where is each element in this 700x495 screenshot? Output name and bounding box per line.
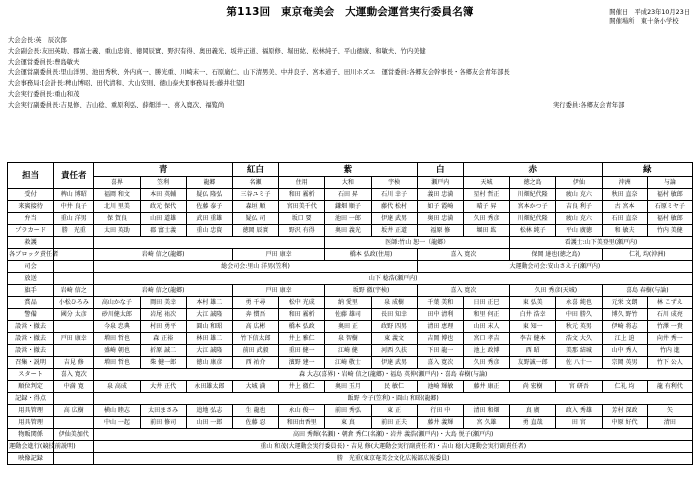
staff-cell: 佐 八十一 — [556, 357, 602, 369]
staff-cell: 佐藤 雄司 — [325, 309, 371, 321]
district-header: 与論 — [647, 177, 692, 189]
officers-list — [8, 36, 698, 112]
staff-cell: 仁礼 均 — [602, 381, 647, 393]
table-row — [8, 345, 693, 357]
staff-cell: 和田 霧析 — [279, 189, 325, 201]
staff-cell: 江崎 健 — [325, 345, 371, 357]
staff-cell: 竹下 公人 — [647, 357, 692, 369]
span-cell: 重山 和茂(大運動会実行委員長)・吉見 修(大運動会実行副責任者)・吉山 稔(大運動会実行副責任者) — [94, 441, 693, 453]
staff-cell: 生 龍也 — [232, 405, 278, 417]
leader-name — [54, 345, 94, 357]
staff-cell: 和 敏夫 — [602, 225, 647, 237]
staff-cell: 宮田美千代 — [279, 201, 325, 213]
staff-cell: 重山 忠資 — [186, 225, 232, 237]
staff-cell: 如子 霞崎 — [417, 201, 463, 213]
duty-label: スタート — [8, 369, 54, 381]
staff-cell: 佐藤 泰子 — [186, 201, 232, 213]
leader-name: 重山 洋男 — [54, 213, 94, 225]
staff-cell: 石原ミヤ子 — [647, 201, 692, 213]
staff-cell: 藤井 康正 — [463, 381, 509, 393]
staff-cell: 永喜 純也 — [556, 297, 602, 309]
staff-cell: 松林 純子 — [510, 225, 556, 237]
staff-cell: 長田 知幸 — [371, 309, 417, 321]
staff-cell: 徳山 康彦 — [186, 357, 232, 369]
span-cell: 戸田 康幸 — [232, 285, 324, 297]
staff-cell: 福原 修 — [417, 225, 463, 237]
staff-cell: 向井 秀一 — [647, 333, 692, 345]
staff-cell: 下田 龍一 — [417, 345, 463, 357]
staff-cell: 井上 徹仁 — [279, 381, 325, 393]
leader-name: 伊仙美加代 — [54, 429, 94, 441]
staff-cell: 政野 四男 — [371, 321, 417, 333]
staff-cell: 千葉 美和 — [417, 297, 463, 309]
staff-cell: 竹内 進 — [647, 345, 692, 357]
span-cell: 橋本 弘政(住用) — [325, 249, 417, 261]
staff-cell: 前田 秀弘 — [325, 405, 371, 417]
table-row — [8, 357, 693, 369]
officer-line: 大会実行委員長:重山和茂 — [8, 90, 80, 98]
staff-cell: 久田 秀彦 — [463, 357, 509, 369]
team-redwhite-header: 紅白 — [232, 163, 278, 177]
staff-cell: 福村 敏郎 — [647, 213, 692, 225]
leader-name: 稗山 博昭 — [54, 189, 94, 201]
duty-label: 用具管理 — [8, 417, 54, 429]
staff-cell: 星村 哲正 — [463, 189, 509, 201]
staff-cell: 秋田 直奈 — [602, 189, 647, 201]
table-row — [8, 417, 693, 429]
span-cell: 医師:竹山 恕一（龍郷） — [325, 237, 510, 249]
staff-cell: 疲山 克六 — [556, 213, 602, 225]
duty-label: 召集・説明 — [8, 357, 54, 369]
event-date: 開催日 平成23年10月23日 — [609, 9, 690, 16]
staff-cell: 森垣 順 — [232, 201, 278, 213]
leader-name — [54, 273, 94, 285]
staff-cell: 大江 誠隆 — [186, 309, 232, 321]
duty-label: 用具管理 — [8, 405, 54, 417]
staff-cell: 西 祐介 — [232, 357, 278, 369]
staff-cell: 岩尾 祐次 — [140, 309, 186, 321]
event-info — [609, 9, 690, 26]
staff-cell: 川畑紀代隆 — [510, 213, 556, 225]
duty-label: 記録・得点 — [8, 393, 54, 405]
staff-cell: 前田 正夫 — [371, 417, 417, 429]
staff-cell: 清田 和畑 — [463, 405, 509, 417]
staff-table-body — [8, 189, 693, 465]
staff-cell: 大江 誠隆 — [186, 345, 232, 357]
span-cell: 喜入 寛次 — [417, 285, 509, 297]
staff-cell: 永山 俊一 — [279, 405, 325, 417]
staff-cell: 重田 健一 — [279, 345, 325, 357]
table-row — [8, 429, 693, 441]
span-cell — [94, 237, 325, 249]
duty-header: 担当 — [8, 163, 54, 189]
duty-label: 設営・撤去 — [8, 333, 54, 345]
span-cell: 戸田 康幸 — [232, 249, 324, 261]
staff-cell: 尚 宏樹 — [510, 381, 556, 393]
span-cell: 飯野 令子(笠利)・圓山 和昭(龍郷) — [94, 393, 693, 405]
district-header: 宇検 — [371, 177, 417, 189]
leader-name: 喜入 寛次 — [54, 369, 94, 381]
officer-line: 大会運営副委員長:里山洋男、池田秀秋、外内真一、勝光重、川崎末一、石原廣仁、山下清男美、中井良子、宮本道子、田川ホズエ 運営委員:各郷友会幹事長・各郷友会青年部長 — [8, 69, 510, 77]
staff-cell: 圓山 和昭 — [186, 321, 232, 333]
staff-cell: 奥田 忠満 — [417, 213, 463, 225]
span-cell: 久田 秀彦(天城) — [510, 285, 602, 297]
duty-label: 弁当 — [8, 213, 54, 225]
span-cell: 喜入 寛次 — [417, 249, 509, 261]
staff-cell: 前田 武毅 — [232, 345, 278, 357]
staff-cell: 増田 哲也 — [94, 333, 140, 345]
staff-cell: 伊崎 将志 — [602, 321, 647, 333]
duty-label: 運動会進行(競技前説明) — [8, 441, 54, 453]
table-row — [8, 333, 693, 345]
staff-cell: 晴子 昇 — [463, 201, 509, 213]
staff-cell: 河西 久扶 — [371, 345, 417, 357]
staff-cell: 清田 — [647, 417, 692, 429]
staff-cell: 疑仏 隆弘 — [186, 189, 232, 201]
staff-cell: 日田 正巳 — [463, 297, 509, 309]
staff-cell: 北川 里美 — [94, 201, 140, 213]
leader-name: 中井 良子 — [54, 201, 94, 213]
staff-cell: 博久 野竹 — [602, 309, 647, 321]
staff-cell: 浩文 大久 — [556, 333, 602, 345]
staff-cell: 宮 久雄 — [463, 417, 509, 429]
table-row — [8, 213, 693, 225]
staff-cell: 池崎 輝敏 — [417, 381, 463, 393]
staff-cell: 村田 勇平 — [140, 321, 186, 333]
staff-cell: 池上 政博 — [463, 345, 509, 357]
staff-cell: 伊達 武男 — [371, 357, 417, 369]
staff-cell: 宮口 孝吉 — [463, 333, 509, 345]
team-white-header: 白 — [417, 163, 463, 177]
leader-name — [54, 393, 94, 405]
district-header: 瀬戸内 — [417, 177, 463, 189]
staff-cell: 宮本かつ子 — [510, 201, 556, 213]
staff-cell: 山田 末人 — [463, 321, 509, 333]
leader-name — [54, 249, 94, 261]
table-row — [8, 297, 693, 309]
leader-name — [54, 417, 94, 429]
staff-cell: 池田 一郎 — [325, 213, 371, 225]
leader-name: 小松ひろみ — [54, 297, 94, 309]
table-row — [8, 237, 693, 249]
staff-cell: 江崎 敬士 — [325, 357, 371, 369]
span-cell: 保岡 達也(徳之島) — [510, 249, 602, 261]
district-header: 名瀬 — [232, 177, 278, 189]
staff-cell: 東 弘美 — [510, 297, 556, 309]
staff-cell: 義田 忠満 — [417, 189, 463, 201]
staff-cell: 白井 浩幸 — [510, 309, 556, 321]
officer-line: 大会運営委員長:豊島敏夫 — [8, 58, 80, 66]
staff-cell: 橋本 弘政 — [279, 321, 325, 333]
staff-cell: 勇 直哉 — [510, 417, 556, 429]
page-title: 第113回 東京奄美会 大運動会運営実行委員名簿 — [226, 6, 474, 18]
staff-cell: 本田 英輔 — [140, 189, 186, 201]
table-row — [8, 225, 693, 237]
duty-label: 来賓接待 — [8, 201, 54, 213]
staff-cell: 高山かな子 — [94, 297, 140, 309]
officer-line: 大会副会長:友田英助、郡富士義、重山忠資、徳岡辰實、野沢有得、奥田義光、坂井正道、福原修、堀田紘、松林純子、平山徳廣、和敏夫、竹内美健 — [8, 47, 426, 55]
table-row — [8, 453, 693, 465]
district-header: 喜界 — [94, 177, 140, 189]
leader-name: 國分 太彦 — [54, 309, 94, 321]
staff-cell: 美那 結城 — [556, 345, 602, 357]
staff-cell: 前田 修司 — [140, 417, 186, 429]
staff-cell: 林 こずえ — [647, 297, 692, 309]
staff-cell: 吉良 利子 — [556, 201, 602, 213]
staff-cell: 柴 健一郎 — [140, 357, 186, 369]
district-header: 大和 — [325, 177, 371, 189]
staff-cell: 秋元 英男 — [556, 321, 602, 333]
district-header: 徳之島 — [510, 177, 556, 189]
staff-cell: 大城 満 — [232, 381, 278, 393]
staff-cell: 田中 清利 — [417, 309, 463, 321]
staff-cell: 東 正 — [371, 405, 417, 417]
staff-cell: 石川 成亮 — [647, 309, 692, 321]
table-row — [8, 441, 693, 453]
staff-cell: 疑仏 司 — [232, 213, 278, 225]
duty-label: 旗手 — [8, 285, 54, 297]
span-cell: 森 大志(喜界)・岩崎 信之(龍郷)・福島 英伸(瀬戸内)・喜島 春樹(与論) — [94, 369, 693, 381]
staff-cell: 坂井 正道 — [371, 225, 417, 237]
leader-name — [54, 261, 94, 273]
duty-label: 設営・撤去 — [8, 345, 54, 357]
table-row — [8, 405, 693, 417]
officer-line: 大会事務局:[会計長:稗山博昭、田代清和、大山安則、徳山泰夫][事務局長:藤井壮望] — [8, 80, 245, 88]
staff-cell: 清田 恵理 — [417, 321, 463, 333]
staff-cell: 石田 昇 — [325, 189, 371, 201]
span-cell: 岩崎 信之(龍郷) — [94, 285, 233, 297]
staff-cell: 泉 智樹 — [325, 333, 371, 345]
staff-cell: 中田 勝久 — [556, 309, 602, 321]
staff-cell: 追地 弘志 — [186, 405, 232, 417]
staff-cell: 森 正裕 — [140, 333, 186, 345]
district-header-row — [8, 177, 693, 189]
table-row — [8, 381, 693, 393]
staff-cell: 勇 千尋 — [232, 297, 278, 309]
exec-members: 実行委員:各郷友会青年部 — [553, 101, 625, 109]
staff-cell: 泉 高成 — [94, 381, 140, 393]
staff-cell: 永田雄太郎 — [186, 381, 232, 393]
staff-cell: 古 宮本 — [602, 201, 647, 213]
team-purple-header: 紫 — [279, 163, 418, 177]
table-row — [8, 285, 693, 297]
staff-cell: 平山 廣徳 — [556, 225, 602, 237]
staff-cell: 中原 好代 — [602, 417, 647, 429]
duty-label: 救護 — [8, 237, 54, 249]
leader-name — [54, 453, 94, 465]
staff-cell: 鎌畑 順子 — [325, 201, 371, 213]
table-row — [8, 261, 693, 273]
staff-cell: 福岡 和文 — [94, 189, 140, 201]
span-cell: 勝 光重(東京奄美会文化広報部広報委員) — [94, 453, 693, 465]
staff-cell: 政入 秀雄 — [556, 405, 602, 417]
staff-cell: 石田 直奈 — [602, 213, 647, 225]
staff-cell: 矢 — [647, 405, 692, 417]
district-header: 笠利 — [140, 177, 186, 189]
staff-cell: 竹下信太郎 — [232, 333, 278, 345]
staff-cell: 増田 哲也 — [94, 357, 140, 369]
staff-cell: 真 廣 — [510, 405, 556, 417]
staff-cell: 久田 秀彦 — [463, 213, 509, 225]
staff-cell: 和里 何正 — [463, 309, 509, 321]
table-row — [8, 189, 693, 201]
staff-cell: 福村 敏郎 — [647, 189, 692, 201]
staff-cell: 佐藤 忍 — [232, 417, 278, 429]
staff-cell: 中山 一起 — [94, 417, 140, 429]
staff-cell: 龍 有利代 — [647, 381, 692, 393]
staff-cell: 西 昭 — [510, 345, 556, 357]
table-row — [8, 369, 693, 381]
duty-label: 設営・撤去 — [8, 321, 54, 333]
team-blue-header: 青 — [94, 163, 233, 177]
duty-label: 映像記録 — [8, 453, 54, 465]
staff-cell: 宮 研吾 — [556, 381, 602, 393]
duty-label: プラカード — [8, 225, 54, 237]
district-header: 住用 — [279, 177, 325, 189]
staff-cell: 江上 迫 — [602, 333, 647, 345]
table-row — [8, 309, 693, 321]
table-row — [8, 393, 693, 405]
staff-cell: 今泉 忠典 — [94, 321, 140, 333]
span-cell: 山下 稔浩(瀬戸内) — [94, 273, 693, 285]
staff-cell: 田 宮 — [556, 417, 602, 429]
staff-cell: 和田由香里 — [279, 417, 325, 429]
district-header: 天城 — [463, 177, 509, 189]
span-cell: 総会司会:里山 洋男(笠利) — [94, 261, 417, 273]
staff-cell: 奥田 義光 — [325, 225, 371, 237]
leader-name: 岩崎 信之 — [54, 285, 94, 297]
staff-cell: 高 広彬 — [232, 321, 278, 333]
table-row — [8, 249, 693, 261]
staff-cell: 盛崎 朝也 — [94, 345, 140, 357]
officer-line — [8, 101, 698, 112]
staff-cell: 政元 保代 — [140, 201, 186, 213]
officer-line: 大会会長:英 辰次郎 — [8, 37, 67, 44]
staff-cell: 堀田 紘 — [463, 225, 509, 237]
staff-cell: 山田 道雄 — [140, 213, 186, 225]
staff-cell: 喜入 寛次 — [417, 357, 463, 369]
staff-cell: 李吉 健本 — [510, 333, 556, 345]
span-cell: 岩崎 信之(龍郷) — [94, 249, 233, 261]
staff-cell: 芳村 深政 — [602, 405, 647, 417]
staff-cell: 松中 光成 — [279, 297, 325, 309]
staff-cell: 民 敏仁 — [371, 381, 417, 393]
leader-name: 勝 光重 — [54, 225, 94, 237]
staff-cell: 伊達 武男 — [371, 213, 417, 225]
staff-cell: 川畑紀代隆 — [510, 189, 556, 201]
staff-cell: 濱野 建一 — [279, 357, 325, 369]
table-row — [8, 273, 693, 285]
duty-label: 司会 — [8, 261, 54, 273]
staff-cell: 武田 重雄 — [186, 213, 232, 225]
staff-table-wrap — [7, 162, 693, 465]
staff-cell: 竹内 美健 — [647, 225, 692, 237]
staff-cell: 行田 中 — [417, 405, 463, 417]
staff-cell: 三谷ユミ子 — [232, 189, 278, 201]
duty-label: 物販関係 — [8, 429, 54, 441]
leader-name — [54, 321, 94, 333]
staff-cell: 太田まさみ — [140, 405, 186, 417]
team-green-header: 緑 — [602, 163, 693, 177]
district-header: 沖洲 — [602, 177, 647, 189]
staff-cell: 宗岡 英男 — [602, 357, 647, 369]
leader-name: 吉見 修 — [54, 357, 94, 369]
duty-label: 受付 — [8, 189, 54, 201]
staff-cell: 奥田 正 — [325, 321, 371, 333]
leader-name: 戸田 康幸 — [54, 333, 94, 345]
event-venue: 開催場所 東十条小学校 — [609, 17, 679, 25]
staff-cell: 山中 秀人 — [602, 345, 647, 357]
span-cell: 喜島 春樹(与論) — [602, 285, 693, 297]
staff-cell: 砂川健太郎 — [94, 309, 140, 321]
staff-table — [7, 162, 693, 465]
span-cell: 高田 秀輝(名瀬)・朝倉 秀仁(名瀬)・岩井 義浩(瀬戸内)・大島 悦子(瀬戸内) — [94, 429, 693, 441]
duty-label: 各ブロック責任者 — [8, 249, 54, 261]
district-header: 伊仙 — [556, 177, 602, 189]
staff-cell: 和田 霧析 — [279, 309, 325, 321]
table-row — [8, 321, 693, 333]
staff-cell: 保 賀良 — [94, 213, 140, 225]
leader-name: 中満 寛 — [54, 381, 94, 393]
duty-label: 警備 — [8, 309, 54, 321]
staff-cell: 折原 誠二 — [140, 345, 186, 357]
staff-cell: 野沢 有得 — [279, 225, 325, 237]
staff-cell: 東 義文 — [371, 333, 417, 345]
staff-cell: 納 愛里 — [325, 297, 371, 309]
duty-label: 順位判定 — [8, 381, 54, 393]
staff-cell: 奔 慣吾 — [232, 309, 278, 321]
leader-name: 高 広樹 — [54, 405, 94, 417]
team-red-header: 赤 — [463, 163, 602, 177]
vice-chair-line: 大会実行副委員長:吉見修、吉山稔、重原利弘、薛畑洋一、喜入寛次、福覧尚 — [8, 101, 225, 109]
span-cell: 看護士:山下美登里(瀬戸内) — [510, 237, 693, 249]
duty-label: 賞品 — [8, 297, 54, 309]
staff-cell: 泉 成樹 — [371, 297, 417, 309]
staff-cell: 東 真 — [325, 417, 371, 429]
span-cell: 坂野 徹(宇検) — [325, 285, 417, 297]
staff-cell: 山田 一郎 — [186, 417, 232, 429]
staff-cell: 藤井 義輝 — [417, 417, 463, 429]
staff-cell: 坂口 要 — [279, 213, 325, 225]
staff-cell: 吉岡 博也 — [417, 333, 463, 345]
staff-cell: 井上 雅仁 — [279, 333, 325, 345]
staff-cell: 疲山 克六 — [556, 189, 602, 201]
span-cell: 大運動会司会:安山さえ子(瀬戸内) — [417, 261, 692, 273]
span-cell: 仁礼 均(沖洲) — [602, 249, 693, 261]
staff-cell: 太田 英助 — [94, 225, 140, 237]
staff-cell: 奥田 玉月 — [325, 381, 371, 393]
staff-cell: 石川 幸子 — [371, 189, 417, 201]
staff-cell: 竹澤 一貴 — [647, 321, 692, 333]
duty-label: 放送 — [8, 273, 54, 285]
staff-cell: 友野誠一郎 — [510, 357, 556, 369]
leader-header: 責任者 — [54, 163, 94, 189]
staff-cell: 郡 富士義 — [140, 225, 186, 237]
staff-cell: 岡田 美幸 — [140, 297, 186, 309]
staff-cell: 林田 雄二 — [186, 333, 232, 345]
staff-cell: 大井 正代 — [140, 381, 186, 393]
staff-cell: 東 知一 — [510, 321, 556, 333]
table-row — [8, 201, 693, 213]
staff-cell: 元栄 文朗 — [602, 297, 647, 309]
leader-name — [54, 237, 94, 249]
staff-cell: 本村 雄二 — [186, 297, 232, 309]
staff-cell: 徳岡 辰實 — [232, 225, 278, 237]
staff-cell: 藤代 松村 — [371, 201, 417, 213]
district-header: 龍郷 — [186, 177, 232, 189]
staff-cell: 横山 睦志 — [94, 405, 140, 417]
